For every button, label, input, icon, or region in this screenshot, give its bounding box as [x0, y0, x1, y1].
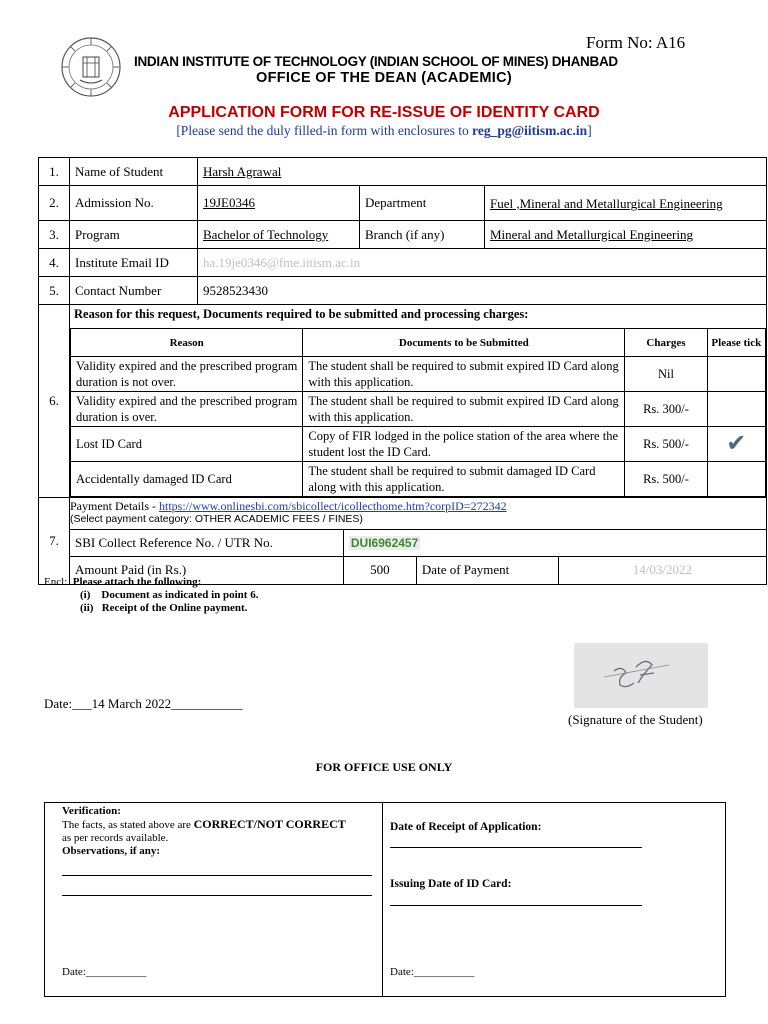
reason-row: Validity expired and the prescribed program duration is not over. The student shall be required to submit expired ID Card along with this application. Nil — [71, 357, 766, 392]
row-reasons: 6. Reason for this request, Documents required to be submitted and processing charges: Reason Documents to be Submitted Charges Please tick Validity expired and the prescribed program duration is not over. The student shall be required to submit expired ID Card along with this application. Nil Validity expired and the prescribed program duration is over. The student shall be required to submit expired ID Card along with this application. Rs. 300/- Lost ID Card Copy of FIR lodged in the police station of the area where the student lost the ID Card. Rs. 500/- ✔ Accidentally damaged ID Card The student shall be required to submit damaged ID Card along with this application. Rs. 500/- — [39, 305, 767, 498]
reason-row: Accidentally damaged ID Card The student shall be required to submit damaged ID Card along with this application. Rs. 500/- — [71, 462, 766, 497]
reason-row: Lost ID Card Copy of FIR lodged in the police station of the area where the student lost the ID Card. Rs. 500/- ✔ — [71, 427, 766, 462]
tick-box[interactable] — [707, 357, 765, 392]
row-name: 1. Name of Student Harsh Agrawal — [39, 158, 767, 186]
issuing-date-line[interactable] — [390, 905, 642, 906]
email-field[interactable]: ha.19je0346@fme.iitism.ac.in — [198, 249, 767, 277]
amount-field[interactable]: 500 — [343, 557, 416, 584]
contact-label: Contact Number — [70, 277, 198, 305]
row-program: 3. Program Bachelor of Technology Branch (if any) Mineral and Metallurgical Engineering — [39, 221, 767, 249]
signature-image — [574, 643, 708, 708]
reasons-table — [70, 328, 766, 497]
send-instructions: [Please send the duly filled-in form with enclosures to reg_pg@iitism.ac.in] — [176, 123, 592, 138]
institute-name: INDIAN INSTITUTE OF TECHNOLOGY (INDIAN SCHOOL OF MINES) DHANBAD — [134, 54, 618, 69]
receipt-date-line[interactable] — [390, 847, 642, 848]
row-payment: 7. Payment Details - https://www.onlinesbi.com/sbicollect/icollecthome.htm?corpID=272342 (Select payment category: OTHER ACADEMIC FEES / FINES) SBI Collect Reference No. / UTR No. DUI6962457 Amount Paid (in Rs.) 500 Date of Payment 14/03/2022 — [39, 498, 767, 585]
tick-box[interactable] — [707, 392, 765, 427]
verification-date[interactable]: Date:___________ — [62, 966, 147, 978]
office-name: OFFICE OF THE DEAN (ACADEMIC) — [256, 70, 512, 86]
observation-line-1[interactable] — [62, 875, 372, 876]
col-docs: Documents to be Submitted — [303, 329, 625, 357]
form-number: Form No: A16 — [586, 33, 686, 52]
email-label: Institute Email ID — [70, 249, 198, 277]
reasons-heading: Reason for this request, Documents required to be submitted and processing charges: — [74, 307, 529, 321]
row-email: 4. Institute Email ID ha.19je0346@fme.iitism.ac.in — [39, 249, 767, 277]
send-email[interactable]: reg_pg@iitism.ac.in — [472, 123, 588, 138]
program-label: Program — [70, 221, 198, 249]
payment-details: Payment Details - https://www.onlinesbi.com/sbicollect/icollecthome.htm?corpID=272342 — [70, 499, 507, 513]
signature-caption: (Signature of the Student) — [568, 712, 703, 727]
col-reason: Reason — [71, 329, 303, 357]
branch-label: Branch (if any) — [360, 221, 485, 249]
application-table — [38, 157, 767, 585]
amount-label: Amount Paid (in Rs.) — [70, 557, 343, 584]
col-charges: Charges — [625, 329, 707, 357]
admission-label: Admission No. — [70, 186, 198, 221]
form-title: APPLICATION FORM FOR RE-ISSUE OF IDENTITY CARD — [168, 104, 600, 121]
institute-logo — [60, 36, 122, 98]
name-label: Name of Student — [70, 158, 198, 186]
row-admission: 2. Admission No. 19JE0346 Department Fuel ,Mineral and Metallurgical Engineering — [39, 186, 767, 221]
col-tick: Please tick — [707, 329, 765, 357]
department-label: Department — [360, 186, 485, 221]
office-date[interactable]: Date:___________ — [390, 966, 475, 978]
observation-line-2[interactable] — [62, 895, 372, 896]
application-date[interactable]: Date:___14 March 2022___________ — [44, 696, 243, 711]
issuing-date-label: Issuing Date of ID Card: — [390, 878, 512, 890]
department-field[interactable]: Fuel ,Mineral and Metallurgical Engineering — [485, 186, 767, 221]
tick-box[interactable] — [707, 462, 765, 497]
payment-link[interactable]: https://www.onlinesbi.com/sbicollect/icollecthome.htm?corpID=272342 — [158, 499, 507, 513]
branch-field[interactable]: Mineral and Metallurgical Engineering — [485, 221, 767, 249]
reason-row: Validity expired and the prescribed program duration is over. The student shall be required to submit expired ID Card along with this application. Rs. 300/- — [71, 392, 766, 427]
enclosures: Encl: Please attach the following: (i) Document as indicated in point 6. (ii) Receipt of the Online payment. — [44, 576, 259, 614]
ref-field[interactable]: DUI6962457 — [343, 530, 766, 557]
ref-label: SBI Collect Reference No. / UTR No. — [70, 530, 343, 557]
payment-category: (Select payment category: OTHER ACADEMIC FEES / FINES) — [70, 513, 363, 525]
row-contact: 5. Contact Number 9528523430 — [39, 277, 767, 305]
check-icon[interactable]: ✔ — [707, 427, 765, 462]
receipt-date-label: Date of Receipt of Application: — [390, 821, 542, 833]
date-payment-field[interactable]: 14/03/2022 — [558, 557, 766, 584]
verification-section: Verification: The facts, as stated above are CORRECT/NOT CORRECT as per records available. Observations, if any: — [62, 805, 346, 857]
program-field[interactable]: Bachelor of Technology — [198, 221, 360, 249]
contact-field[interactable]: 9528523430 — [198, 277, 767, 305]
date-payment-label: Date of Payment — [416, 557, 558, 584]
office-use-heading: FOR OFFICE USE ONLY — [315, 760, 453, 774]
admission-field[interactable]: 19JE0346 — [198, 186, 360, 221]
name-field[interactable]: Harsh Agrawal — [198, 158, 767, 186]
